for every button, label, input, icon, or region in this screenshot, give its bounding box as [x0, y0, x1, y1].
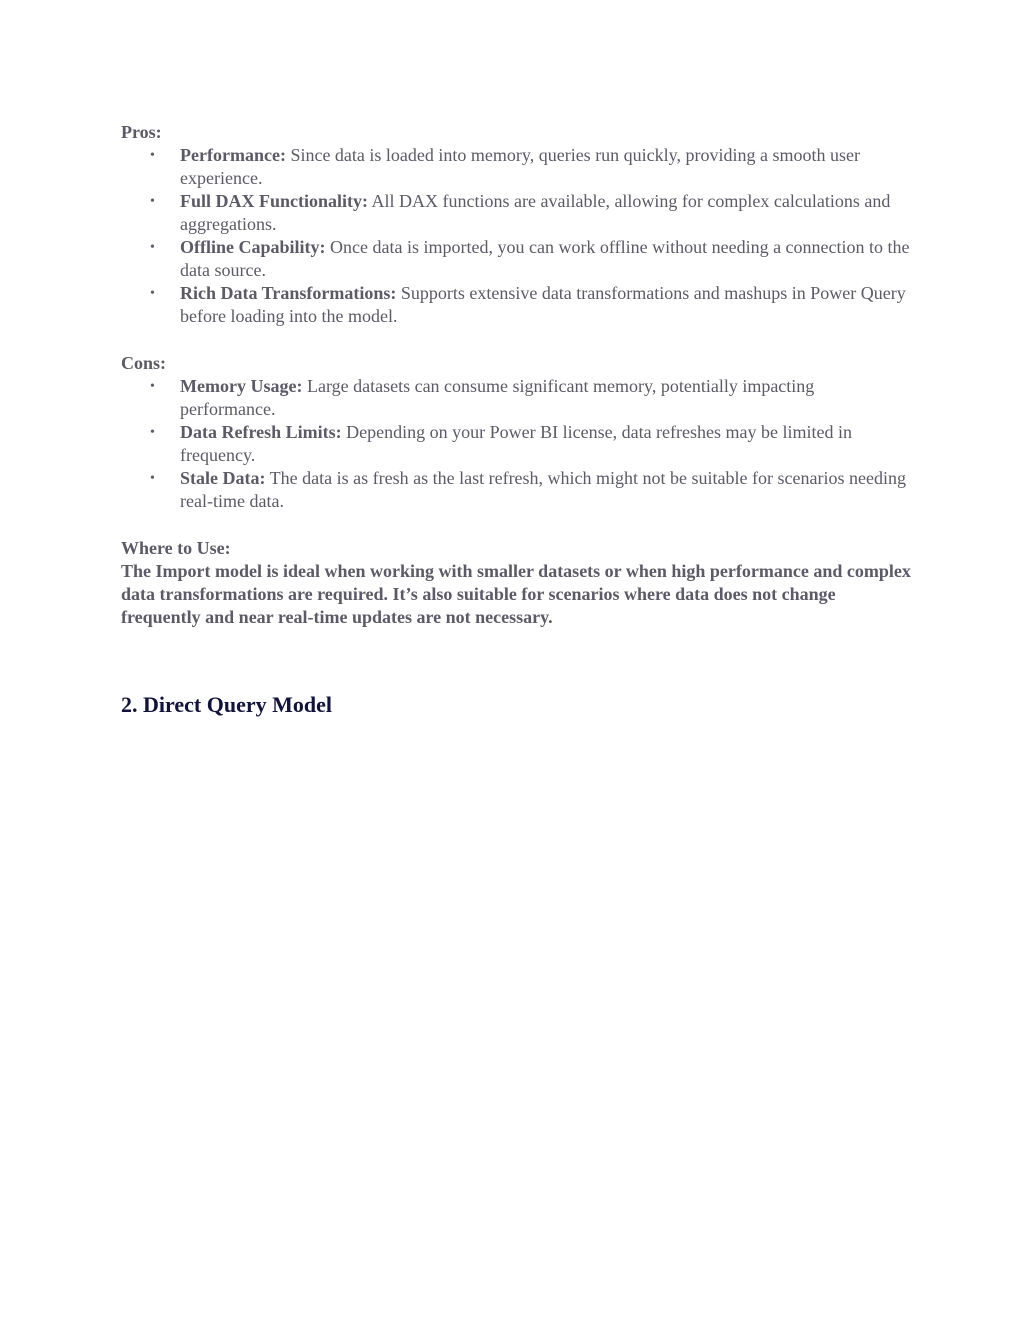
section-heading: 2. Direct Query Model: [121, 692, 332, 717]
list-item: [121, 190, 911, 236]
bullet-icon: •: [150, 286, 155, 301]
where-to-use-text: The Import model is ideal when working with smaller datasets or when high performance and complex data transformations are required. It’s also suitable for scenarios where data does not change frequently and near real-time updates are not necessary.: [121, 561, 911, 627]
document-page: [121, 118, 911, 719]
where-to-use-block: [121, 537, 911, 629]
bullet-icon: •: [150, 240, 155, 255]
bullet-icon: •: [150, 425, 155, 440]
bullet-icon: •: [150, 148, 155, 163]
list-item: [121, 144, 911, 190]
list-item-text: Since data is loaded into memory, queries run quickly, providing a smooth user experience.: [180, 145, 860, 188]
list-item-term: Stale Data:: [180, 468, 266, 488]
cons-list: [121, 375, 911, 513]
list-item-term: Data Refresh Limits:: [180, 422, 342, 442]
list-item: [121, 421, 911, 467]
bullet-icon: •: [150, 471, 155, 486]
bullet-icon: •: [150, 379, 155, 394]
list-item-text: All DAX functions are available, allowing for complex calculations and aggregations.: [180, 191, 891, 234]
list-item-text: Once data is imported, you can work offline without needing a connection to the data source.: [180, 237, 910, 280]
list-item-term: Rich Data Transformations:: [180, 283, 397, 303]
cons-label: Cons:: [121, 353, 167, 373]
list-item-term: Full DAX Functionality:: [180, 191, 369, 211]
list-item: [121, 467, 911, 513]
bullet-icon: •: [150, 194, 155, 209]
list-item-term: Memory Usage:: [180, 376, 303, 396]
list-item-term: Offline Capability:: [180, 237, 326, 257]
list-item-term: Performance:: [180, 145, 286, 165]
list-item-text: Depending on your Power BI license, data refreshes may be limited in frequency.: [180, 422, 852, 465]
list-item-text: Supports extensive data transformations and mashups in Power Query before loading into the model.: [180, 283, 906, 326]
pros-list: [121, 144, 911, 328]
list-item: [121, 236, 911, 282]
where-to-use-title: Where to Use:: [121, 538, 231, 558]
list-item-text: Large datasets can consume significant memory, potentially impacting performance.: [180, 376, 815, 419]
list-item-text: The data is as fresh as the last refresh, which might not be suitable for scenarios needing real-time data.: [180, 468, 906, 511]
pros-label: Pros:: [121, 122, 162, 142]
list-item: [121, 375, 911, 421]
list-item: [121, 282, 911, 328]
